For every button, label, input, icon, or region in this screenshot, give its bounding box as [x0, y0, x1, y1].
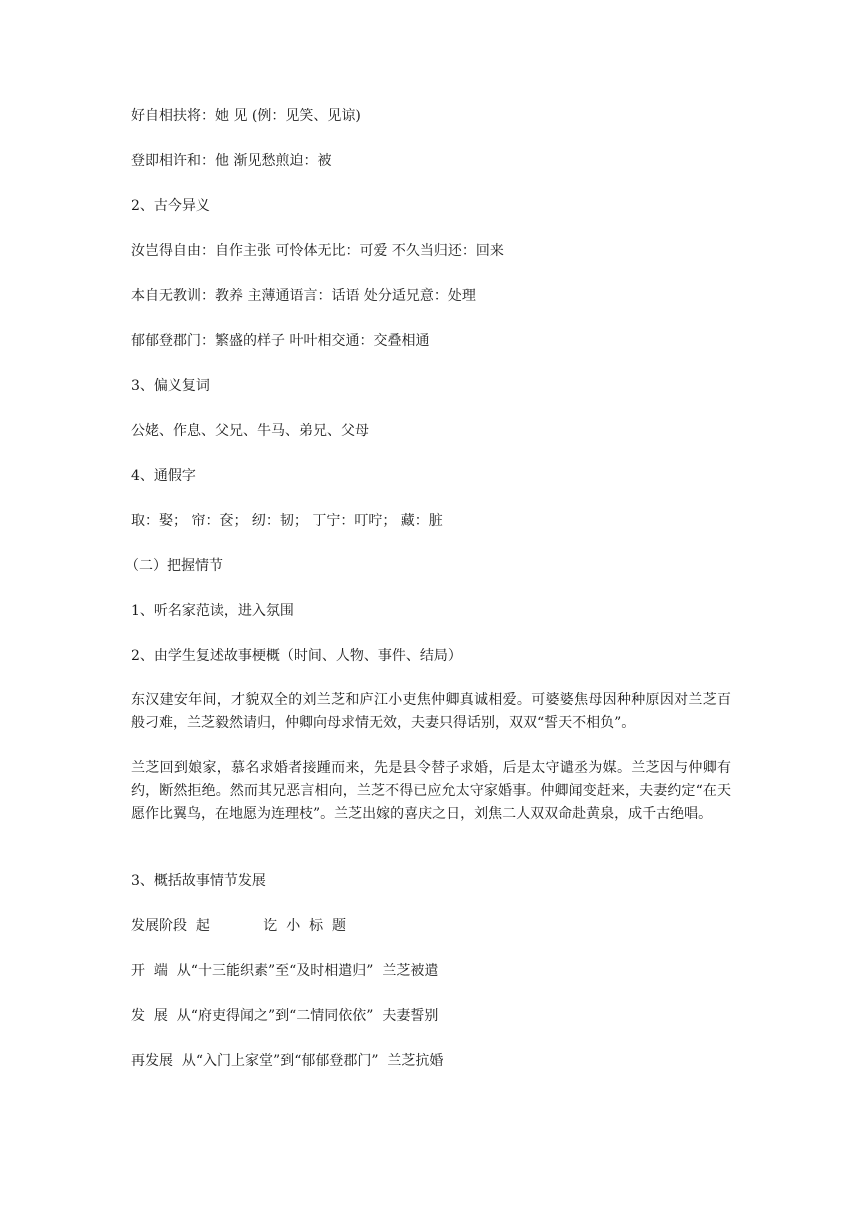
text-line-1: 好自相扶将：她 见 (例：见笑、见谅): [131, 108, 361, 124]
story-paragraph-1: 东汉建安年间，才貌双全的刘兰芝和庐江小吏焦仲卿真诚相爱。可婆婆焦母因种种原因对兰芝百般刁难，兰芝毅然请归，仲卿向母求情无效，夫妻只得话别，双双“誓天不相负”。: [131, 692, 731, 731]
plot-row-2: 发 展 从“府吏得闻之”到“二情同依依” 夫妻誓别: [131, 1008, 439, 1024]
story-paragraph-2: 兰芝回到娘家，慕名求婚者接踵而来，先是县令替子求婚，后是太守谴丞为媒。兰芝因与仲卿有约，断然拒绝。然而其兄恶言相向，兰芝不得已应允太守家婚事。仲卿闻变赶来，夫妻约定“在天愿作比翼鸟，在地愿为连理枝”。兰芝出嫁的喜庆之日，刘焦二人双双命赴黄泉，成千古绝唱。: [131, 760, 731, 822]
section-heading-3: 3、偏义复词: [131, 378, 210, 394]
text-line-4: 汝岂得自由：自作主张 可怜体无比：可爱 不久当归还：回来: [131, 243, 504, 259]
plot-row-1: 开 端 从“十三能织素”至“及时相遣归” 兰芝被遣: [131, 963, 439, 979]
text-line-5: 本自无教训：教养 主薄通语言：话语 处分适兄意：处理: [131, 288, 476, 304]
plot-table-header: 发展阶段 起 讫 小 标 题: [131, 918, 347, 934]
text-line-6: 郁郁登郡门：繁盛的样子 叶叶相交通：交叠相通: [131, 333, 430, 349]
section-heading-4: 4、通假字: [131, 468, 196, 484]
plot-row-3: 再发展 从“入门上家堂”到“郁郁登郡门” 兰芝抗婚: [131, 1053, 444, 1069]
text-line-8: 公姥、作息、父兄、牛马、弟兄、父母: [131, 423, 369, 439]
text-line-10: 取：娶； 帘：奁； 纫：韧； 丁宁：叮咛； 藏：脏: [131, 513, 443, 529]
part-heading: （二）把握情节: [125, 558, 223, 574]
text-line-2: 登即相许和：他 渐见愁煎迫：被: [131, 153, 332, 169]
section-heading-plot: 3、概括故事情节发展: [131, 873, 266, 889]
text-line-13: 2、由学生复述故事梗概（时间、人物、事件、结局）: [131, 648, 462, 664]
section-heading-2: 2、古今异义: [131, 198, 210, 214]
text-line-12: 1、听名家范读，进入氛围: [131, 603, 294, 619]
